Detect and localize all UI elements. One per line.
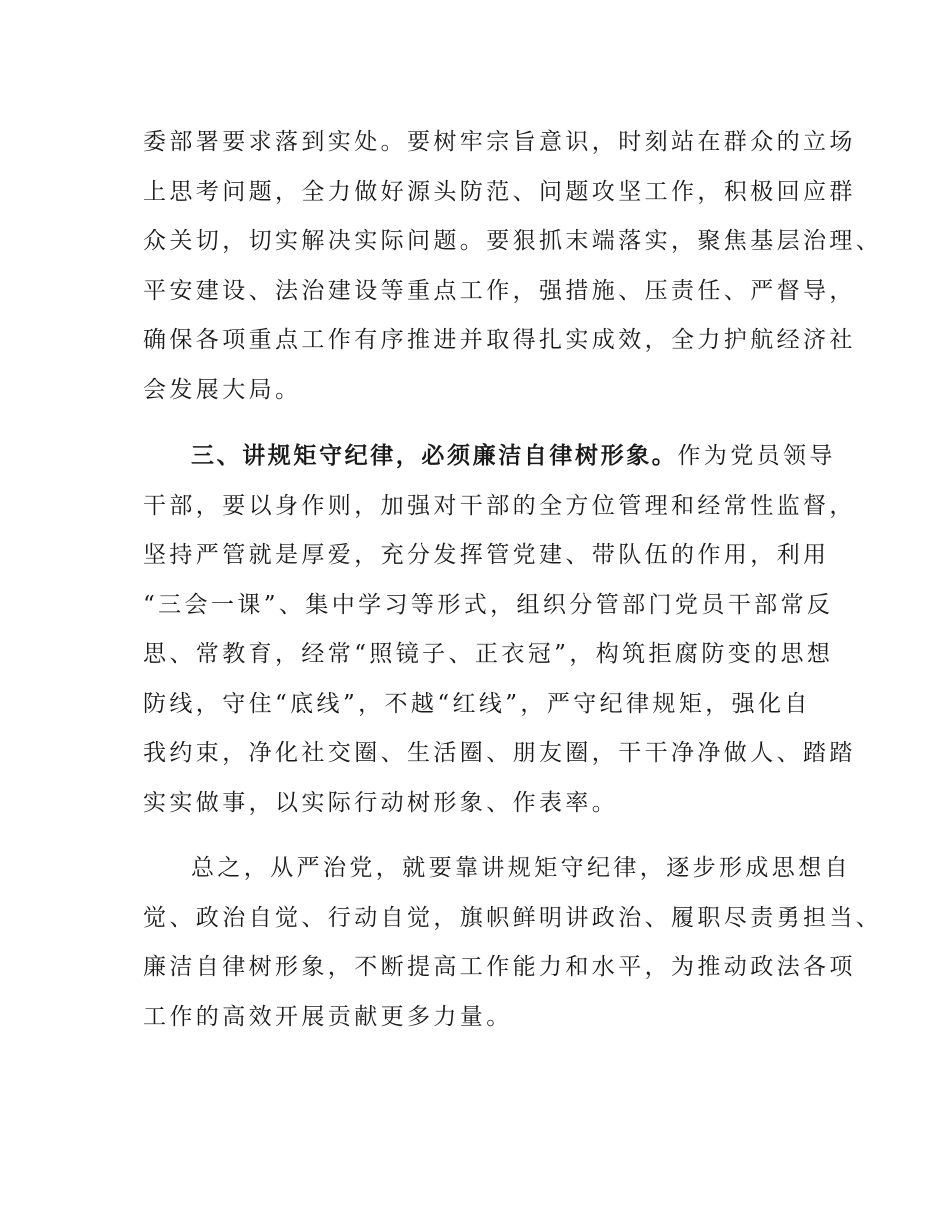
text-line: 觉、政治自觉、行动自觉，旗帜鲜明讲政治、履职尽责勇担当、	[143, 904, 883, 931]
text-line: 干部，要以身作则，加强对干部的全方位管理和经常性监督，	[143, 492, 856, 519]
heading-line-rest: 作为党员领导	[677, 443, 836, 469]
section-heading-line	[143, 432, 836, 482]
text-line: 坚持严管就是厚爱，充分发挥管党建、带队伍的作用，利用	[143, 542, 830, 568]
text-line: 工作的高效开展贡献更多力量。	[143, 1003, 513, 1030]
text-line: 总之，从严治党，就要靠讲规矩守纪律，逐步形成思想自	[191, 855, 851, 881]
text-line: 会发展大局。	[143, 376, 302, 403]
text-line: 廉洁自律树形象，不断提高工作能力和水平，为推动政法各项	[143, 954, 856, 980]
text-line: 上思考问题，全力做好源头防范、问题攻坚工作，积极回应群	[143, 178, 856, 205]
text-line: 实实做事，以实际行动树形象、作表率。	[143, 789, 619, 816]
section-heading: 三、讲规矩守纪律，必须廉洁自律树形象。	[191, 443, 678, 469]
paragraph-3	[143, 844, 883, 1042]
text-line: “三会一课”、集中学习等形式，组织分管部门党员干部常反	[143, 591, 834, 618]
paragraph-1	[143, 118, 883, 415]
text-line: 确保各项重点工作有序推进并取得扎实成效，全力护航经济社	[143, 327, 856, 353]
text-line: 平安建设、法治建设等重点工作，强措施、压责任、严督导，	[143, 277, 856, 304]
text-line: 我约束，净化社交圈、生活圈、朋友圈，干干净净做人、踏踏	[143, 740, 856, 766]
text-line: 防线，守住“底线”，不越“红线”，严守纪律规矩，强化自	[143, 690, 811, 717]
text-line: 思、常教育，经常“照镜子、正衣冠”，构筑拒腐防变的思想	[143, 641, 834, 667]
text-line: 委部署要求落到实处。要树牢宗旨意识，时刻站在群众的立场	[143, 129, 856, 155]
text-line: 众关切，切实解决实际问题。要狠抓末端落实，聚焦基层治理、	[143, 228, 883, 254]
paragraph-2	[143, 432, 856, 828]
